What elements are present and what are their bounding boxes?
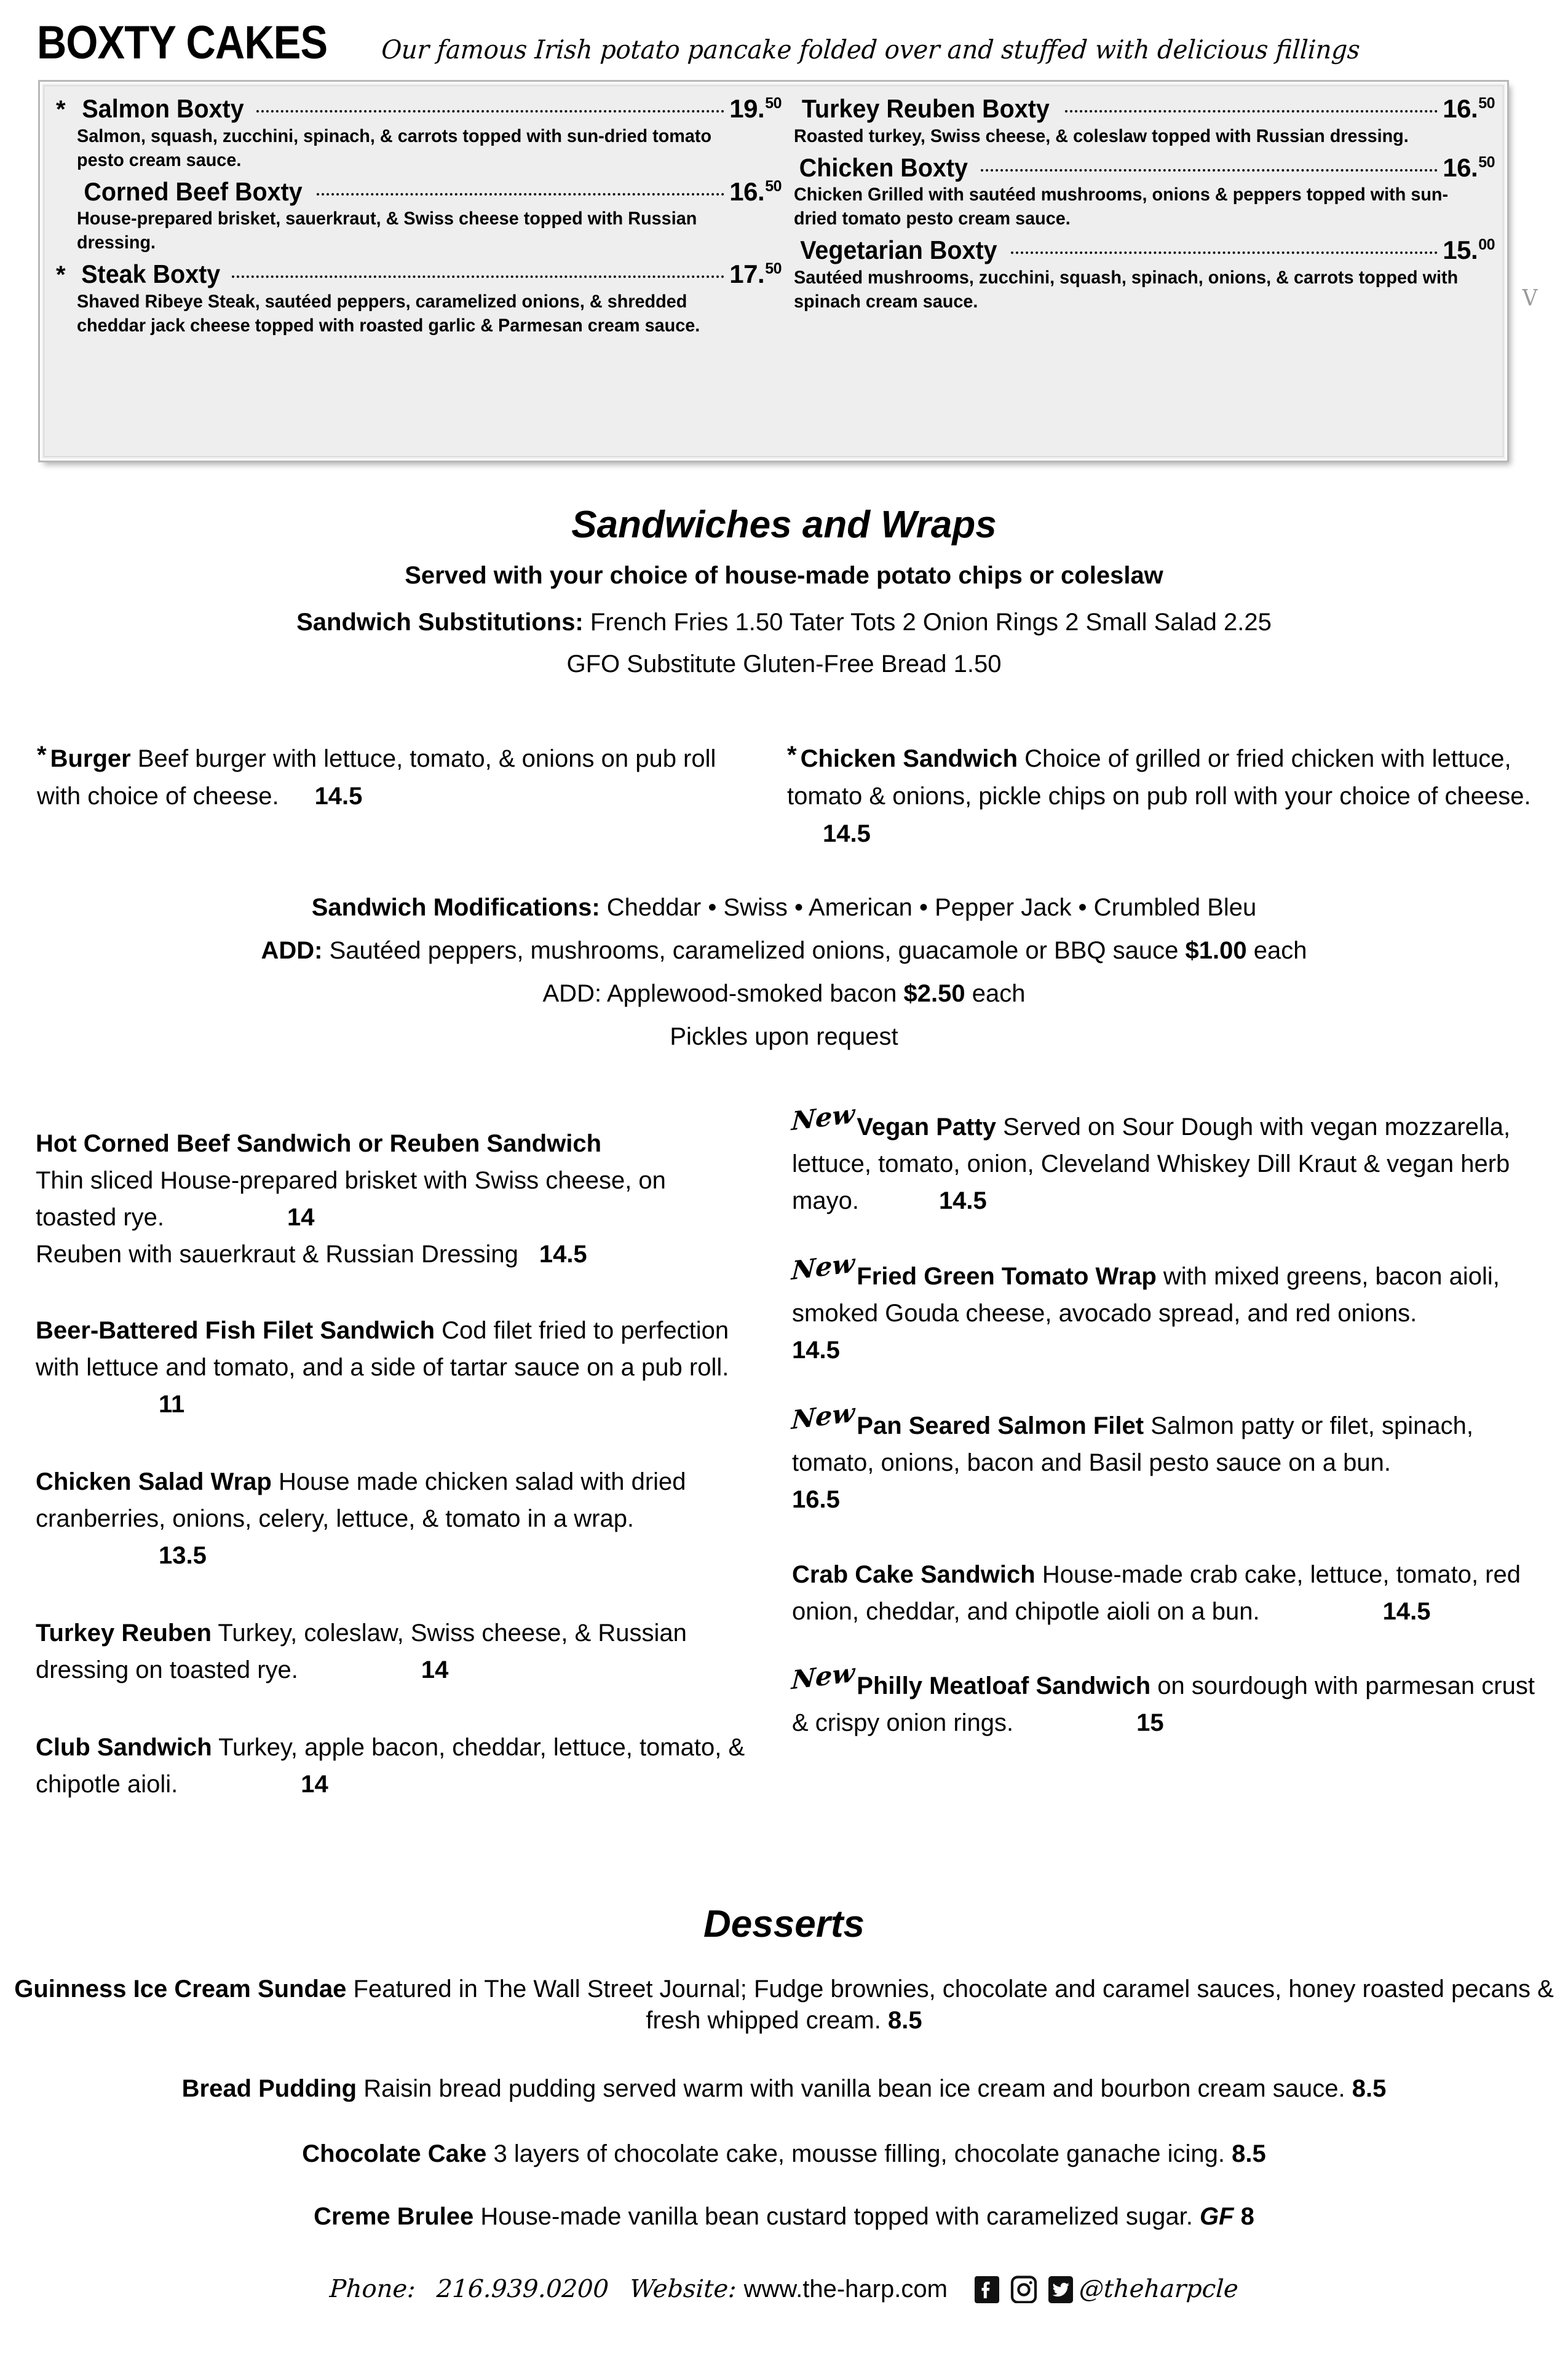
boxty-item-price: 17.50	[729, 259, 782, 289]
menu-item-crab-cake-sandwich	[792, 1556, 1545, 1630]
menu-item-name: Hot Corned Beef Sandwich or Reuben Sandwich	[36, 1130, 602, 1157]
menu-item-name: Burger	[50, 745, 131, 772]
dessert-description: 3 layers of chocolate cake, mousse filling, chocolate ganache icing.	[493, 2140, 1225, 2167]
menu-item-description: Turkey, coleslaw, Swiss cheese, & Russian dressing on toasted rye.	[36, 1619, 687, 1683]
menu-item-description: Beef burger with lettuce, tomato, & onions on pub roll with choice of cheese.	[37, 745, 716, 810]
menu-item-name: Beer-Battered Fish Filet Sandwich	[36, 1317, 435, 1344]
menu-item-fish-filet	[36, 1312, 749, 1423]
menu-item-name: Club Sandwich	[36, 1734, 212, 1761]
dessert-description: House-made vanilla bean custard topped with caramelized sugar.	[480, 2203, 1193, 2230]
sandwich-column-right	[790, 1099, 1545, 1741]
menu-item-extra-price: 14.5	[539, 1241, 587, 1268]
add-bacon-suffix: each	[972, 980, 1026, 1007]
dessert-name: Bread Pudding	[181, 2075, 357, 2102]
boxty-section-title: BOXTY CAKES	[37, 17, 328, 69]
menu-item-price: 16.5	[792, 1486, 840, 1513]
menu-item-turkey-reuben	[36, 1615, 749, 1688]
asterisk-icon: *	[56, 96, 66, 123]
menu-item-burger	[37, 737, 750, 815]
boxty-item-name: Turkey Reuben Boxty	[801, 94, 1050, 123]
add-label: ADD:	[261, 937, 323, 964]
boxty-item-description: Roasted turkey, Swiss cheese, & coleslaw topped with Russian dressing.	[794, 125, 1409, 146]
menu-item-description: House made chicken salad with dried cranberries, onions, celery, lettuce, & tomato in a wrap.	[36, 1468, 686, 1532]
boxty-item-price: 16.50	[729, 176, 782, 206]
menu-item-name: Crab Cake Sandwich	[792, 1561, 1035, 1588]
dessert-price: 8	[1240, 2203, 1254, 2230]
sandwich-modifications-line	[0, 893, 1568, 922]
dessert-item-guinness-sundae	[0, 1974, 1568, 2036]
leader-dots	[1011, 251, 1438, 254]
boxty-item-chicken	[794, 153, 1495, 231]
boxty-item-price: 16.50	[1443, 152, 1495, 182]
new-badge: New	[790, 1398, 856, 1435]
menu-item-description: on sourdough with parmesan crust & crispy onion rings.	[792, 1672, 1535, 1736]
menu-item-price: 13.5	[159, 1542, 207, 1569]
vegetarian-mark-icon: V	[1522, 286, 1538, 312]
phone-label: Phone:	[329, 2275, 417, 2303]
sandwiches-section-title: Sandwiches and Wraps	[571, 504, 997, 546]
dessert-description: Featured in The Wall Street Journal; Fudge brownies, chocolate and caramel sauces, honey roasted pecans & fresh whipped cream.	[353, 1975, 1554, 2035]
boxty-item-price: 19.50	[729, 94, 782, 123]
add-bacon-price: $2.50	[903, 980, 965, 1007]
menu-item-price: 14.5	[792, 1337, 840, 1364]
boxty-item-turkey-reuben	[794, 94, 1495, 148]
modifications-text: Cheddar • Swiss • American • Pepper Jack • Crumbled Bleu	[606, 894, 1257, 921]
menu-item-name: Turkey Reuben	[36, 1619, 212, 1647]
boxty-item-price: 15.00	[1443, 235, 1495, 265]
menu-item-price: 11	[159, 1391, 185, 1418]
leader-dots	[1065, 110, 1438, 113]
menu-item-pan-seared-salmon	[790, 1398, 1545, 1518]
substitutions-label: Sandwich Substitutions:	[296, 609, 584, 636]
boxty-header	[37, 17, 1531, 69]
sandwich-substitutions-line	[0, 607, 1568, 637]
menu-item-name: Philly Meatloaf Sandwich	[857, 1672, 1151, 1699]
dessert-price: 8.5	[887, 2007, 922, 2035]
menu-item-price: 14	[421, 1656, 449, 1683]
menu-item-price: 14	[301, 1771, 328, 1798]
add-bacon-text: ADD: Applewood-smoked bacon	[542, 980, 897, 1007]
dessert-item-chocolate-cake	[0, 2138, 1568, 2170]
menu-item-description: Salmon patty or filet, spinach, tomato, onions, bacon and Basil pesto sauce on a bun.	[792, 1412, 1473, 1476]
boxty-column-right	[794, 94, 1538, 318]
menu-item-description: Thin sliced House-prepared brisket with Swiss cheese, on toasted rye.	[36, 1167, 666, 1231]
asterisk-icon: *	[56, 261, 66, 289]
boxty-item-name: Chicken Boxty	[799, 152, 968, 182]
menu-item-description: with mixed greens, bacon aioli, smoked Gouda cheese, avocado spread, and red onions.	[792, 1263, 1500, 1327]
dessert-price: 8.5	[1352, 2075, 1387, 2102]
add-toppings-line	[0, 936, 1568, 965]
asterisk-icon: *	[37, 742, 47, 769]
menu-item-club-sandwich	[36, 1729, 749, 1803]
new-badge: New	[790, 1099, 856, 1136]
dessert-name: Chocolate Cake	[302, 2140, 487, 2167]
dessert-description: Raisin bread pudding served warm with vanilla bean ice cream and bourbon cream sauce.	[363, 2075, 1345, 2102]
add-toppings-price: $1.00	[1185, 937, 1247, 964]
boxty-item-salmon	[56, 94, 782, 172]
boxty-item-description: Shaved Ribeye Steak, sautéed peppers, caramelized onions, & shredded cheddar jack cheese topped with roasted garlic & Parmesan cream sauce.	[77, 291, 700, 336]
menu-item-extra-line: Reuben with sauerkraut & Russian Dressing	[36, 1241, 518, 1268]
menu-item-vegan-patty	[790, 1099, 1545, 1219]
gluten-free-option-line: GFO Substitute Gluten-Free Bread 1.50	[566, 651, 1002, 678]
boxty-item-corned-beef	[56, 177, 782, 255]
gluten-free-badge: GF	[1199, 2203, 1234, 2230]
boxty-item-name: Steak Boxty	[81, 259, 221, 289]
menu-item-chicken-sandwich	[787, 737, 1537, 852]
leader-dots	[317, 193, 724, 196]
menu-item-fried-green-tomato-wrap	[790, 1248, 1545, 1369]
boxty-item-description: Chicken Grilled with sautéed mushrooms, onions & peppers topped with sun-dried tomato pesto cream sauce.	[794, 184, 1449, 229]
menu-item-price: 14.5	[314, 782, 363, 810]
desserts-section-title: Desserts	[703, 1903, 865, 1945]
leader-dots	[981, 169, 1438, 172]
dessert-price: 8.5	[1232, 2140, 1266, 2167]
menu-item-description: Turkey, apple bacon, cheddar, lettuce, tomato, & chipotle aioli.	[36, 1734, 745, 1798]
menu-item-name: Chicken Sandwich	[800, 745, 1018, 772]
asterisk-icon: *	[787, 742, 797, 769]
menu-item-price: 14.5	[823, 820, 871, 847]
website-url[interactable]: www.the-harp.com	[743, 2275, 948, 2303]
menu-item-name: Pan Seared Salmon Filet	[857, 1412, 1144, 1439]
social-handle[interactable]: @theharpcle	[1078, 2275, 1239, 2303]
dessert-item-bread-pudding	[0, 2073, 1568, 2105]
pickles-note: Pickles upon request	[670, 1023, 898, 1050]
modifications-label: Sandwich Modifications:	[311, 894, 600, 921]
new-badge: New	[790, 1248, 856, 1286]
menu-item-description: Served on Sour Dough with vegan mozzarella, lettuce, tomato, onion, Cleveland Whiskey Dill Kraut & vegan herb mayo.	[792, 1113, 1511, 1214]
boxty-column-left	[56, 94, 782, 342]
website-label: Website:	[628, 2275, 737, 2303]
menu-item-price: 14.5	[938, 1187, 987, 1214]
phone-number[interactable]: 216.939.0200	[435, 2275, 610, 2303]
boxty-item-description: House-prepared brisket, sauerkraut, & Swiss cheese topped with Russian dressing.	[77, 208, 697, 253]
menu-item-price: 15	[1136, 1709, 1164, 1736]
boxty-items-box	[38, 80, 1538, 462]
boxty-item-name: Vegetarian Boxty	[800, 235, 997, 265]
dessert-name: Creme Brulee	[314, 2203, 474, 2230]
boxty-item-price: 16.50	[1443, 94, 1495, 123]
twitter-icon[interactable]	[1047, 2275, 1075, 2303]
new-badge: New	[790, 1658, 856, 1695]
substitutions-text: French Fries 1.50 Tater Tots 2 Onion Rings 2 Small Salad 2.25	[590, 609, 1272, 636]
menu-item-name: Vegan Patty	[857, 1113, 997, 1141]
menu-item-name: Chicken Salad Wrap	[36, 1468, 272, 1495]
menu-item-philly-meatloaf	[790, 1658, 1545, 1741]
footer	[0, 2275, 1568, 2303]
leader-dots	[232, 275, 724, 278]
dessert-item-creme-brulee	[0, 2201, 1568, 2232]
facebook-icon[interactable]	[973, 2275, 1001, 2303]
boxty-description-text: Sautéed mushrooms, zucchini, squash, spinach, onions, & carrots topped with spinach cream sauce.	[794, 267, 1459, 312]
boxty-item-steak	[56, 259, 782, 338]
add-toppings-text: Sautéed peppers, mushrooms, caramelized onions, guacamole or BBQ sauce	[329, 937, 1179, 964]
menu-item-hot-corned-beef	[36, 1125, 749, 1273]
boxty-item-name: Corned Beef Boxty	[84, 176, 303, 206]
served-with-note: Served with your choice of house-made potato chips or coleslaw	[405, 562, 1163, 589]
menu-item-price: 14	[287, 1204, 315, 1231]
add-bacon-line	[0, 979, 1568, 1008]
menu-item-description: House-made crab cake, lettuce, tomato, red onion, cheddar, and chipotle aioli on a bun.	[792, 1561, 1521, 1625]
sandwich-column-left	[36, 1125, 749, 1803]
menu-item-chicken-salad-wrap	[36, 1463, 749, 1574]
dessert-name: Guinness Ice Cream Sundae	[14, 1975, 347, 2003]
boxty-item-description: Salmon, squash, zucchini, spinach, & carrots topped with sun-dried tomato pesto cream sauce.	[77, 125, 712, 170]
instagram-icon[interactable]	[1010, 2275, 1038, 2303]
boxty-item-description	[794, 266, 1538, 314]
boxty-tagline: Our famous Irish potato pancake folded over and stuffed with delicious fillings	[380, 34, 1361, 65]
menu-item-description: Cod filet fried to perfection with lettuce and tomato, and a side of tartar sauce on a pub roll.	[36, 1317, 729, 1381]
boxty-item-vegetarian	[794, 235, 1538, 314]
boxty-item-name: Salmon Boxty	[82, 94, 244, 123]
menu-item-price: 14.5	[1382, 1598, 1431, 1625]
menu-item-description: Choice of grilled or fried chicken with lettuce, tomato & onions, pickle chips on pub roll with your choice of cheese.	[787, 745, 1531, 810]
leader-dots	[256, 110, 724, 113]
menu-item-name: Fried Green Tomato Wrap	[857, 1263, 1157, 1290]
add-toppings-suffix: each	[1253, 937, 1307, 964]
